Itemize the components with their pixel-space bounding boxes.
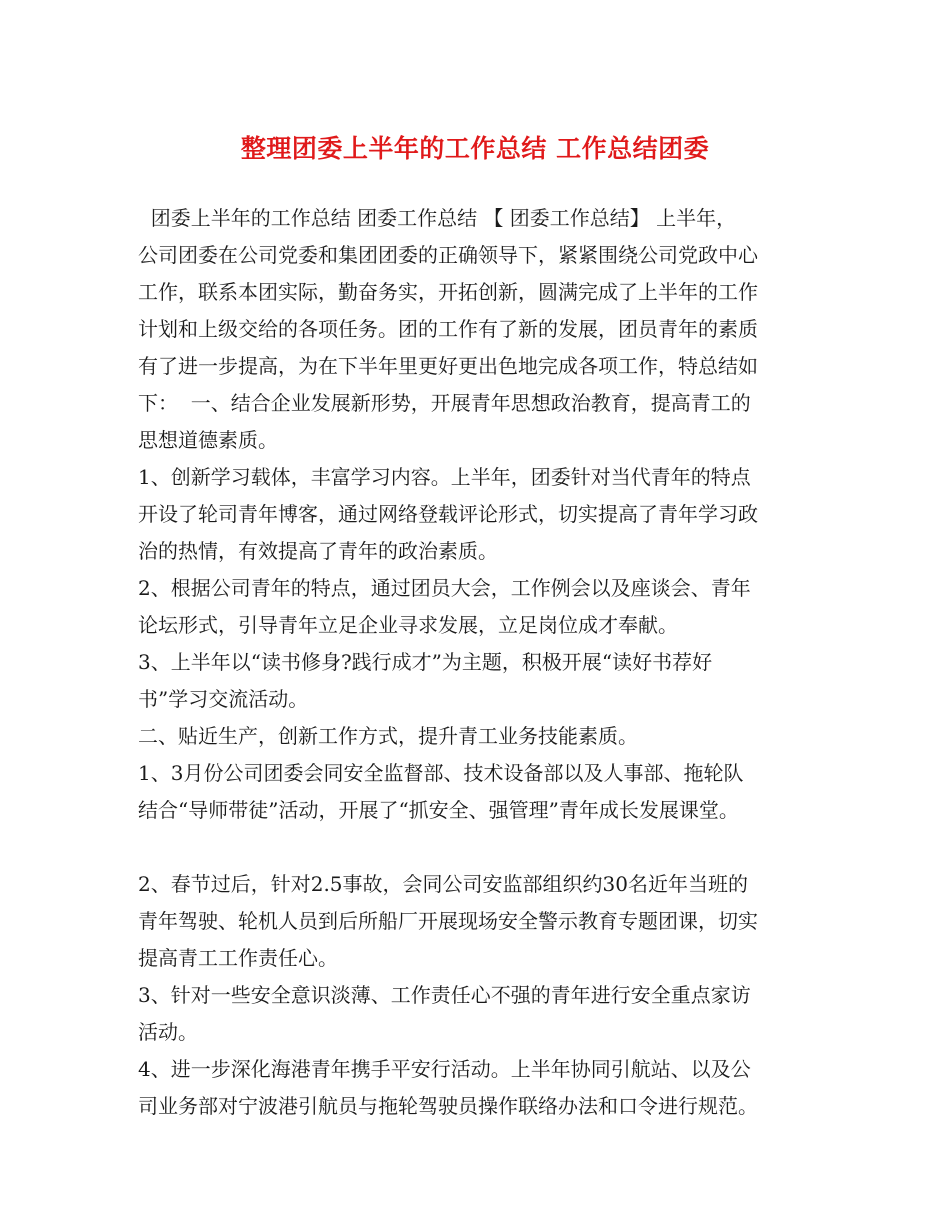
body-line: 书”学习交流活动。	[138, 687, 309, 711]
document-body	[138, 200, 828, 1125]
body-line: 思想道德素质。	[138, 428, 278, 452]
body-line: 计划和上级交给的各项任务。团的工作有了新的发展，团员青年的素质	[138, 317, 758, 341]
blank-line	[138, 829, 828, 866]
body-line: 4、进一步深化海港青年携手平安行活动。上半年协同引航站、以及公	[138, 1057, 751, 1081]
body-line: 2、春节过后，针对2.5事故，会同公司安监部组织约30名近年当班的	[138, 872, 748, 896]
body-line: 3、针对一些安全意识淡薄、工作责任心不强的青年进行安全重点家访	[138, 983, 751, 1007]
body-line: 工作，联系本团实际，勤奋务实，开拓创新，圆满完成了上半年的工作	[138, 280, 758, 304]
body-line: 3、上半年以“读书修身?践行成才”为主题，积极开展“读好书荐好	[138, 650, 713, 674]
body-line: 公司团委在公司党委和集团团委的正确领导下，紧紧围绕公司党政中心	[138, 243, 758, 267]
body-line: 开设了轮司青年博客，通过网络登载评论形式，切实提高了青年学习政	[138, 502, 758, 526]
body-line: 提高青工工作责任心。	[138, 946, 338, 970]
body-line: 司业务部对宁波港引航员与拖轮驾驶员操作联络办法和口令进行规范。	[138, 1094, 758, 1118]
body-line: 下： 一、结合企业发展新形势，开展青年思想政治教育，提高青工的	[138, 391, 751, 415]
body-line: 1、创新学习载体，丰富学习内容。上半年，团委针对当代青年的特点	[138, 465, 751, 489]
body-line: 2、根据公司青年的特点，通过团员大会，工作例会以及座谈会、青年	[138, 576, 751, 600]
body-line: 二、贴近生产，创新工作方式，提升青工业务技能素质。	[138, 724, 638, 748]
body-line: 1、3月份公司团委会同安全监督部、技术设备部以及人事部、拖轮队	[138, 761, 744, 785]
body-line: 青年驾驶、轮机人员到后所船厂开展现场安全警示教育专题团课，切实	[138, 909, 758, 933]
body-line: 有了进一步提高，为在下半年里更好更出色地完成各项工作，特总结如	[138, 354, 758, 378]
body-line: 论坛形式，引导青年立足企业寻求发展，立足岗位成才奉献。	[138, 613, 678, 637]
body-line: 活动。	[138, 1020, 198, 1044]
document-title: 整理团委上半年的工作总结 工作总结团委	[240, 134, 710, 163]
body-line: 团委上半年的工作总结 团委工作总结 【 团委工作总结】 上半年，	[138, 206, 737, 230]
body-line: 结合“导师带徒”活动，开展了“抓安全、强管理”青年成长发展课堂。	[138, 798, 739, 822]
body-line: 治的热情，有效提高了青年的政治素质。	[138, 539, 498, 563]
